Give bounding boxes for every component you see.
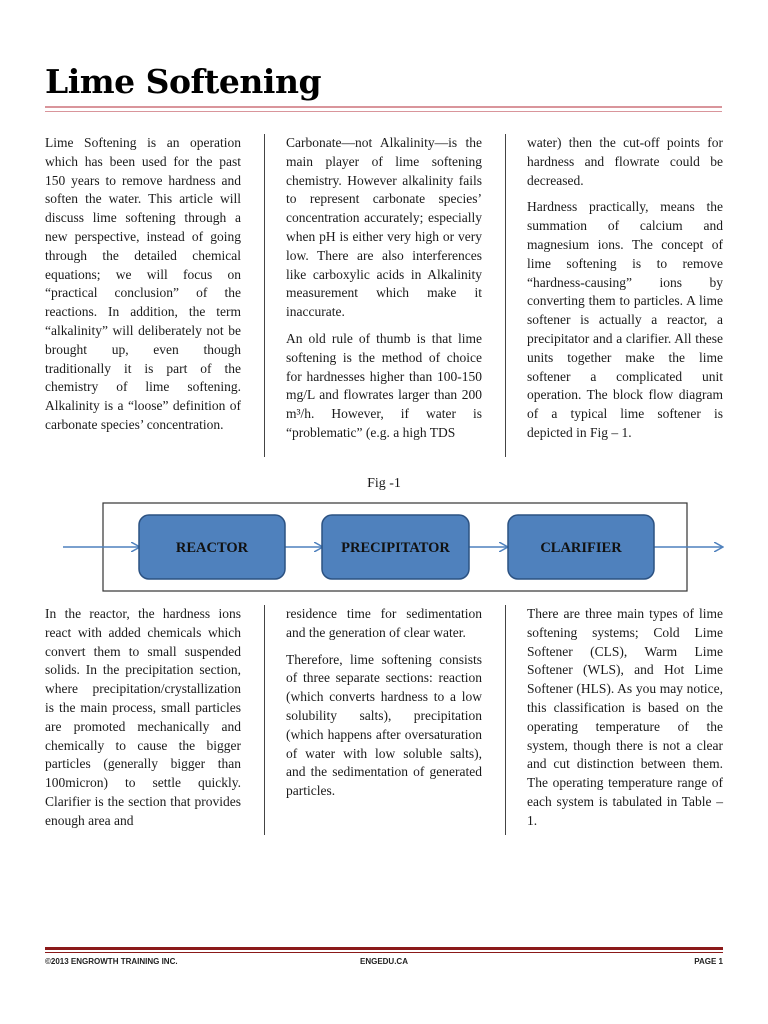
paragraph: An old rule of thumb is that lime softening is the method of choice for hardnesses higher than 100-150 mg/L and flowrates larger than 200 m³/h. However, if water is “problematic” (e.g. a high TDS bbox=[286, 330, 482, 440]
paragraph: Therefore, lime softening consists of three separate sections: reaction (which converts hardness to a low solubility salts), precipitation (which happens after oversaturation of water with low soluble salts), and the sedimentation of generated particles. bbox=[286, 651, 482, 799]
paragraph: water) then the cut-off points for hardness and flowrate could be decreased. bbox=[527, 135, 723, 188]
paragraph: In the reactor, the hardness ions react with added chemicals which convert them to small suspended solids. In the precipitation section, where precipitation/crystallization is the main process, small particles are promoted mechanically and chemically to cause the bigger particles (generally bigger than 100micron) to settle quickly. Clarifier is the section that provides enough area and bbox=[45, 606, 241, 828]
paragraph: Hardness practically, means the summation of calcium and magnesium ions. The concept of lime softening is to remove “hardness-causing” ions by converting them to particles. A lime softener is actually a reactor, a precipitator and a clarifier. All these units together make the lime softener a complicated unit operation. The block flow diagram of a typical lime softener is depicted in Fig – 1. bbox=[527, 199, 723, 440]
bottom-column-3 bbox=[527, 605, 723, 839]
bottom-column-1 bbox=[45, 605, 241, 839]
figure-caption: Fig -1 bbox=[367, 476, 401, 491]
paragraph: Carbonate—not Alkalinity—is the main player of lime softening chemistry. However alkalinity fails to represent carbonate species’ concentration accurately; especially when pH is either very high or very low. There are also interferences like carboxylic acids in Alkalinity measurement which make it inaccurate. bbox=[286, 135, 482, 320]
page-title: Lime Softening bbox=[45, 62, 322, 101]
footer-rule bbox=[45, 947, 723, 950]
column-divider bbox=[264, 605, 265, 835]
column-divider bbox=[505, 605, 506, 835]
footer-site: ENGEDU.CA bbox=[359, 957, 408, 966]
footer-copyright: ©2013 ENGROWTH TRAINING INC. bbox=[45, 957, 178, 966]
paragraph: Lime Softening is an operation which has been used for the past 150 years to remove hardness and soften the water. This article will discuss lime softening through a new perspective, instead of going through the detailed chemical equations; we will focus on “practical conclusion” of the reactions. In addition, the term “alkalinity” will deliberately not be brought up, even though traditionally it is part of the chemistry of lime softening. Alkalinity is a “loose” definition of carbonate species’ concentration. bbox=[45, 135, 241, 432]
footer-page-number: PAGE 1 bbox=[694, 957, 723, 966]
paragraph: residence time for sedimentation and the generation of clear water. bbox=[286, 606, 482, 640]
precipitator-label: PRECIPITATOR bbox=[341, 540, 450, 556]
footer-rule-thin bbox=[45, 952, 723, 953]
paragraph: There are three main types of lime softening systems; Cold Lime Softener (CLS), Warm Lime Softener (WLS), and Hot Lime Softener (HLS). As you may notice, this classification is based on the operating temperature of the system, though there is not a clear and cut distinction between them. The operating temperature range of each system is tabulated in Table – 1. bbox=[527, 606, 723, 828]
clarifier-label: CLARIFIER bbox=[540, 540, 622, 556]
bottom-column-2 bbox=[286, 605, 482, 809]
reactor-label: REACTOR bbox=[175, 540, 249, 556]
